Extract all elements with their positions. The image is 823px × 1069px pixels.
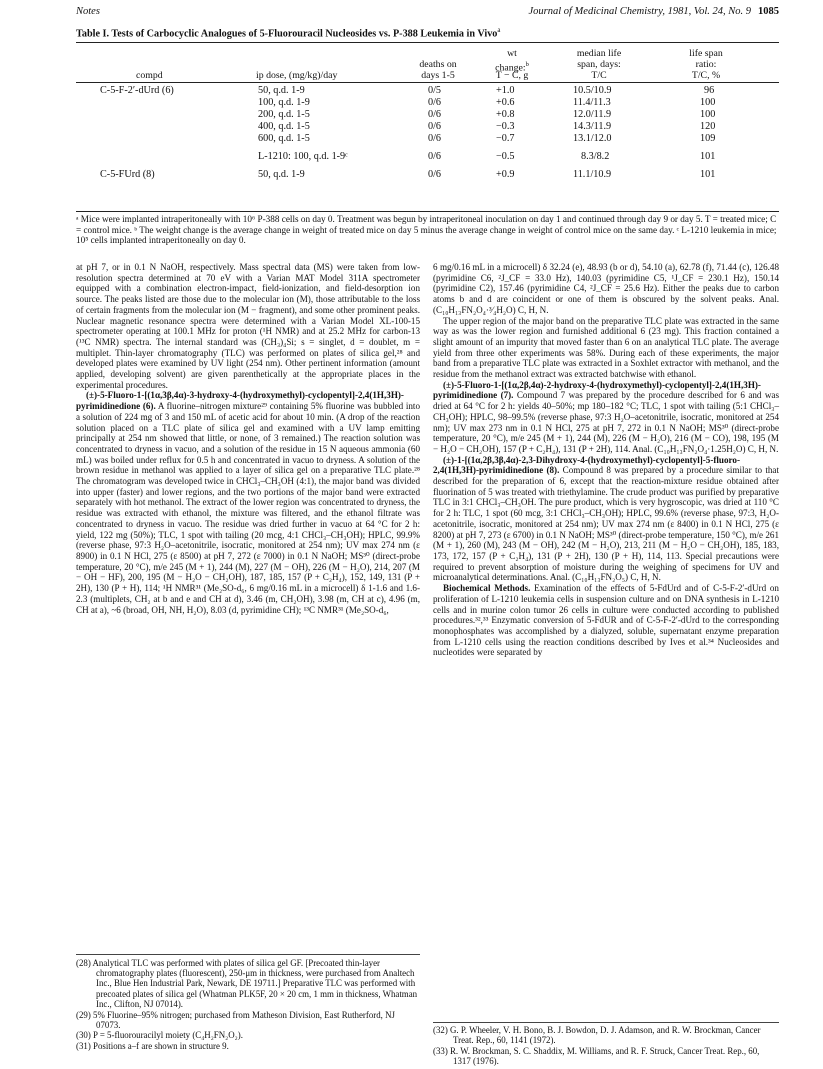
biochemical-methods-text: Examination of the effects of 5-FdUrd and of C-5-F-2′-dUrd on proliferation of L-1210 leukemia cells in suspension culture and on DNA synthesis in L-1210 cells and in murine colon tumor 26 cells in culture were conducted according to published procedures.³²,³³ Enzymatic conversion of 5-FdUR and of C-5-F-2′-dUrd to the corresponding monophosphates was accomplished by a dialyzed, soluble, supernatant enzyme preparation from L-1210 cells using the reaction conditions described by Ives et al.³⁴ Nucleosides and nucleotides were separated by <box>433 583 779 658</box>
journal-citation: Journal of Medicinal Chemistry, 1981, Vol. 24, No. 9 <box>528 6 751 17</box>
footnote-item: (31) Positions a–f are shown in structure 9. <box>76 1041 229 1052</box>
section-label: Notes <box>76 6 100 17</box>
left-paragraph: at pH 7, or in 0.1 N NaOH, respectively. Mass spectral data (MS) were taken from low-resolution spectra determined at 70 eV with a Varian MAT Model 311A spectrometer equipped with a combination electron-impact, field-ionization, and field-desorption ion source. The peaks listed are those due to the molecular ion (M), those attributable to the loss of certain fragments from the molecular ion (M − fragment), and some other prominent peaks. Nuclear magnetic resonance spectra were determined with a Varian Model XL-100-15 spectrometer operating at 100.1 MHz for proton (¹H NMR) and at 25.2 MHz for carbon-13 (¹³C NMR) spectra. The internal standard was (CH₃)₄Si; s = singlet, d = doublet, m = multiplet. Thin-layer chromatography (TLC) was performed on plates of silica gel,²⁸ and developed plates were examined by UV light (254 nm). Other pertinent information (amount applied, developing solvent) are given parenthetically at the appropriate places in the experimental procedures. <box>76 262 420 390</box>
cell-wt: +0.9 <box>496 169 515 180</box>
header-ratio-line1: life span <box>689 48 723 59</box>
footnote-item: (30) P = 5-fluorouracilyl moiety (C₄H₂FN₂O₂). <box>76 1030 243 1041</box>
left-footnote-rule <box>76 954 420 955</box>
header-wt-mark: b <box>525 61 529 68</box>
cell-dose: L-1210: 100, q.d. 1-9ᶜ <box>258 151 348 162</box>
right-column <box>433 262 779 658</box>
header-deaths-line1: deaths on <box>419 59 457 70</box>
cell-median: 12.0/11.9 <box>573 109 612 120</box>
header-ratio-line3: T/C, % <box>691 70 721 81</box>
cell-dose: 600, q.d. 1-5 <box>258 133 310 144</box>
cell-wt: −0.3 <box>496 121 515 132</box>
header-median-line2: span, days: <box>577 59 621 70</box>
running-head <box>76 6 779 20</box>
header-dose: ip dose, (mg/kg)/day <box>256 70 338 81</box>
cell-dose: 50, q.d. 1-9 <box>258 85 305 96</box>
cell-wt: +0.8 <box>496 109 515 120</box>
cell-median: 10.5/10.9 <box>573 85 612 96</box>
header-ratio-line2: ratio: <box>695 59 717 70</box>
table-caption <box>76 26 776 39</box>
right-paragraph: 6 mg/0.16 mL in a microcell) δ 32.24 (e), 48.93 (b or d), 54.10 (a), 62.78 (f), 71.44 (c), 126.48 (pyrimidine C6, ²J_CF = 33.0 Hz), 140.03 (pyrimidine C5, ¹J_CF = 230.1 Hz), 150.14 (pyrimidine C2), 157.46 (pyrimidine C4, ²J_CF = 25.6 Hz). Either the peaks due to carbon atoms b and d are coincident or one of them is obscured by the solvent peaks. Anal. (C₁₀H₁₃FN₂O₄·³⁄₄H₂O) C, H, N. <box>433 262 779 315</box>
footnote-item: (28) Analytical TLC was performed with plates of silica gel GF. [Precoated thin-layer chromatography plates (fluorescent), 250-μm in thickness, were purchased from Analtech Inc., Blue Hen Industrial Park, Newark, DE 19711.] Preparative TLC was performed with precoated plates of silica gel (Whatman PLK5F, 20 × 20 cm, 1 mm in thickness, Whatman Inc., Clifton, NJ 07014). <box>76 958 418 1009</box>
page-number: 1085 <box>758 6 779 17</box>
cell-wt: +1.0 <box>496 85 515 96</box>
left-column <box>76 262 420 615</box>
table-header <box>76 44 779 82</box>
cell-wt: −0.5 <box>496 151 515 162</box>
cell-median: 14.3/11.9 <box>573 121 612 132</box>
compound-6-text: A fluorine–nitrogen mixture²⁹ containing 5% fluorine was bubbled into a solution of 224 mg of 3 and 150 mL of acetic acid for about 10 min. (A drop of the reaction solution placed on a TLC plate of silica gel and examined with a UV lamp emitting principally at 254 nm showed that little, or none, of 3 remained.) The reaction solution was concentrated to dryness in vacuo, and a solution of the residue in 15 N aqueous ammonia (60 mL) was boiled under reflux for 0.5 h and concentrated in vacuo to dryness. A solution of the brown residue in methanol was applied to a layer of silica gel on a preparative TLC plate.²⁸ The chromatogram was developed twice in CHCl₃–CH₃OH (4:1), the major band was divided into upper (faster) and lower regions, and the two portions of the major band were extracted separately with hot methanol. The extract of the lower region was concentrated to dryness, the residue was extracted with ethanol, the mixture was filtered, and the ethanol filtrate was concentrated to dryness in vacuo. The residue was dried further in vacuo at 64 °C for 2 h: yield, 122 mg (50%); TLC, 1 spot with tailing (20 mcg, 4:1 CHCl₃–CH₃OH); HPLC, 99.9% (reverse phase, 97:3 H₂O–acetonitrile, isocratic, monitored at 254 nm); UV max 274 nm (ε 8900) in 0.1 N HCl, 275 (ε 8500) at pH 7, 272 (ε 7000) in 0.1 N NaOH; MS³⁰ (direct-probe temperature, 20 °C), m/e 245 (M + 1), 244 (M), 227 (M − OH), 226 (M − H₂O), 214, 207 (M − OH − HF), 200, 195 (M − H₂O − CH₂OH), 187, 185, 157 (P + C₂H₄), 152, 149, 131 (P + 2H), 130 (P + H), 114; ¹H NMR³¹ (Me₂SO-d₆, 6 mg/0.16 mL in a microcell) δ 1-1.6 and 1.6-2.3 (multiplets, CH₂ at b and e and CH at d), 3.46 (m, CH₂OH), 3.98 (m, CH at c), 4.96 (m, CH at a), ~6 (broad, OH, NH, H₂O), 8.03 (d, pyrimidine CH); ¹³C NMR³¹ (Me₂SO-d₆, <box>76 401 420 615</box>
cell-dose: 100, q.d. 1-9 <box>258 97 310 108</box>
footnote-item: (32) G. P. Wheeler, V. H. Bono, B. J. Bowdon, D. J. Adamson, and R. W. Brockman, Cancer Treat. Rep., 60, 1141 (1972). <box>433 1025 761 1046</box>
header-wt-line3: T − C, g <box>495 70 529 81</box>
right-footnote-rule <box>433 1022 779 1023</box>
footnote-item: (29) 5% Fluorine–95% nitrogen; purchased from Matheson Division, East Rutherford, NJ 07073. <box>76 1009 395 1030</box>
cell-deaths: 0/6 <box>428 109 442 120</box>
footnote-item: (33) R. W. Brockman, S. C. Shaddix, M. Williams, and R. F. Struck, Cancer Treat. Rep., 60, 1317 (1976). <box>433 1045 760 1067</box>
compound-6-heading: (±)-5-Fluoro-1-[(1α,3β,4α)-3-hydroxy-4-(hydroxymethyl)-cyclopentyl]-2,4(1H,3H)-pyrimidinedione (6). <box>76 390 404 412</box>
header-median-line1: median life <box>576 48 622 59</box>
table-caption-mark: a <box>497 26 501 34</box>
table-header-rule <box>76 82 779 83</box>
compound-8-text: Compound 8 was prepared by a procedure similar to that described for the preparation of 6, except that the reaction-mixture residue obtained after fluorination of 5 was treated with triethylamine. The crude product was purified by preparative TLC in 3:1 CHCl₃–CH₃OH. The pure product, which is very hygroscopic, was dried at 110 °C for 2 h: TLC, 1 spot (60 mcg, 3:1 CHCl₃–CH₃OH); HPLC, 99.6% (reverse phase, 97:3, H₂O-acetonitrile, isocratic, monitored at 254 nm); UV max 274 nm (ε 8400) in 0.1 N HCl, 275 (ε 8200) at pH 7, 273 (ε 6700) in 0.1 N NaOH; MS³⁰ (direct-probe temperature, 150 °C), m/e 261 (M + 1), 260 (M), 243 (M − OH), 242 (M − H₂O), 213, 211 (M − H₂O − CH₂OH), 185, 183, 173, 172, 157 (P + C₂H₄), 131 (P + 2H), 130 (P + H), 114, 113. Special precautions were required to prevent absorption of moisture during the weighing of specimens for UV and microanalytical determinations. Anal. (C₁₀H₁₃FN₂O₅) C, H, N. <box>433 465 779 583</box>
cell-wt: +0.6 <box>496 97 515 108</box>
header-wt-line2-text: change: <box>495 62 526 74</box>
header-deaths-line2: days 1-5 <box>421 70 455 81</box>
cell-ratio: 100 <box>700 109 716 120</box>
cell-ratio: 100 <box>700 97 716 108</box>
cell-dose: 200, q.d. 1-5 <box>258 109 310 120</box>
cell-dose: 50, q.d. 1-9 <box>258 169 305 180</box>
cell-deaths: 0/6 <box>428 133 442 144</box>
cell-compd: C-5-FUrd (8) <box>100 169 155 180</box>
cell-deaths: 0/6 <box>428 97 442 108</box>
right-paragraph-biochemical <box>433 583 779 658</box>
right-footnotes <box>433 1025 779 1067</box>
right-paragraph-compound-7 <box>433 380 779 455</box>
cell-ratio: 101 <box>700 169 716 180</box>
cell-deaths: 0/6 <box>428 121 442 132</box>
right-paragraph: The upper region of the major band on the preparative TLC plate was extracted in the same way as was the lower region and furnished additional 6 (23 mg). This fraction contained a slight amount of an impurity that moved faster than 6 on an analytical TLC plate. The average yield from three other experiments was 58%. During each of these experiments, the major band from a preparative TLC plate was extracted in a Soxhlet extractor with methanol, and the residue from the methanol extract was extracted batchwise with ethanol. <box>433 315 779 380</box>
cell-deaths: 0/6 <box>428 151 442 162</box>
cell-ratio: 120 <box>700 121 716 132</box>
table-caption-text: Table I. Tests of Carbocyclic Analogues of 5-Fluorouracil Nucleosides vs. P-388 Leukemia in Vivo <box>76 28 498 40</box>
left-paragraph-compound-6 <box>76 390 420 615</box>
cell-deaths: 0/5 <box>428 85 442 96</box>
cell-compd: C-5-F-2′-dUrd (6) <box>100 85 174 96</box>
cell-median: 11.1/10.9 <box>573 169 612 180</box>
header-wt-line1: wt <box>507 48 517 59</box>
cell-median: 8.3/8.2 <box>581 151 610 162</box>
compound-7-heading: (±)-5-Fluoro-1-[(1α,2β,4α)-2-hydroxy-4-(hydroxymethyl)-cyclopentyl]-2,4(1H,3H)-pyrimidinedione (7). <box>433 379 761 401</box>
table-body <box>76 85 779 211</box>
cell-ratio: 96 <box>704 85 715 96</box>
cell-ratio: 101 <box>700 151 716 162</box>
cell-median: 11.4/11.3 <box>573 97 611 108</box>
cell-ratio: 109 <box>700 133 716 144</box>
table-footnote: ᵃ Mice were implanted intraperitoneally with 10⁶ P-388 cells on day 0. Treatment was begun by intraperitoneal inoculation on day 1 and continued through day 9 or day 5. T = treated mice; C = control mice. ᵇ The weight change is the average change in weight of treated mice on day 5 minus the average change in weight of control mice on the same day. ᶜ L-1210 leukemia in mice; 10⁵ cells implanted intraperitoneally on day 0. <box>76 214 777 246</box>
biochemical-methods-heading: Biochemical Methods. <box>443 583 531 594</box>
compound-8-heading: (±)-1-[(1α,2β,3β,4α)-2,3-Dihydroxy-4-(hydroxymethyl)-cyclopentyl]-5-fluoro-2,4(1H,3H)-pyrimidinedione (8). <box>433 454 740 476</box>
cell-wt: −0.7 <box>496 133 515 144</box>
cell-deaths: 0/6 <box>428 169 442 180</box>
header-compd: compd <box>136 70 163 81</box>
cell-median: 13.1/12.0 <box>573 133 612 144</box>
table-top-rule <box>76 42 779 43</box>
header-median-line3: T/C <box>591 70 607 81</box>
right-paragraph-compound-8 <box>433 455 779 583</box>
compound-7-text: Compound 7 was prepared by the procedure described for 6 and was dried at 64 °C for 2 h: yields 40–50%; mp 180–182 °C; TLC, 1 spot with tailing (5:1 CHCl₃–CH₃OH); HPLC, 98–99.5% (reverse phase, 97:3 H₂O–acetonitrile, isocratic, monitored at 254 nm); UV max 273 nm in 0.1 N HCl, 275 at pH 7, 272 in 0.1 N NaOH; MS³⁰ (direct-probe temperature, 20 °C), m/e 245 (M + 1), 244 (M), 226 (M − H₂O), 216 (M − CO), 198, 195 (M − H₂O − CH₂OH), 157 (P + C₂H₄), 131 (P + 2H), 114. Anal. (C₁₀H₁₃FN₂O₄·1.25H₂O) C, H, N. <box>433 390 779 454</box>
table-bottom-rule <box>76 211 779 212</box>
left-footnotes <box>76 958 420 1052</box>
cell-dose: 400, q.d. 1-5 <box>258 121 310 132</box>
